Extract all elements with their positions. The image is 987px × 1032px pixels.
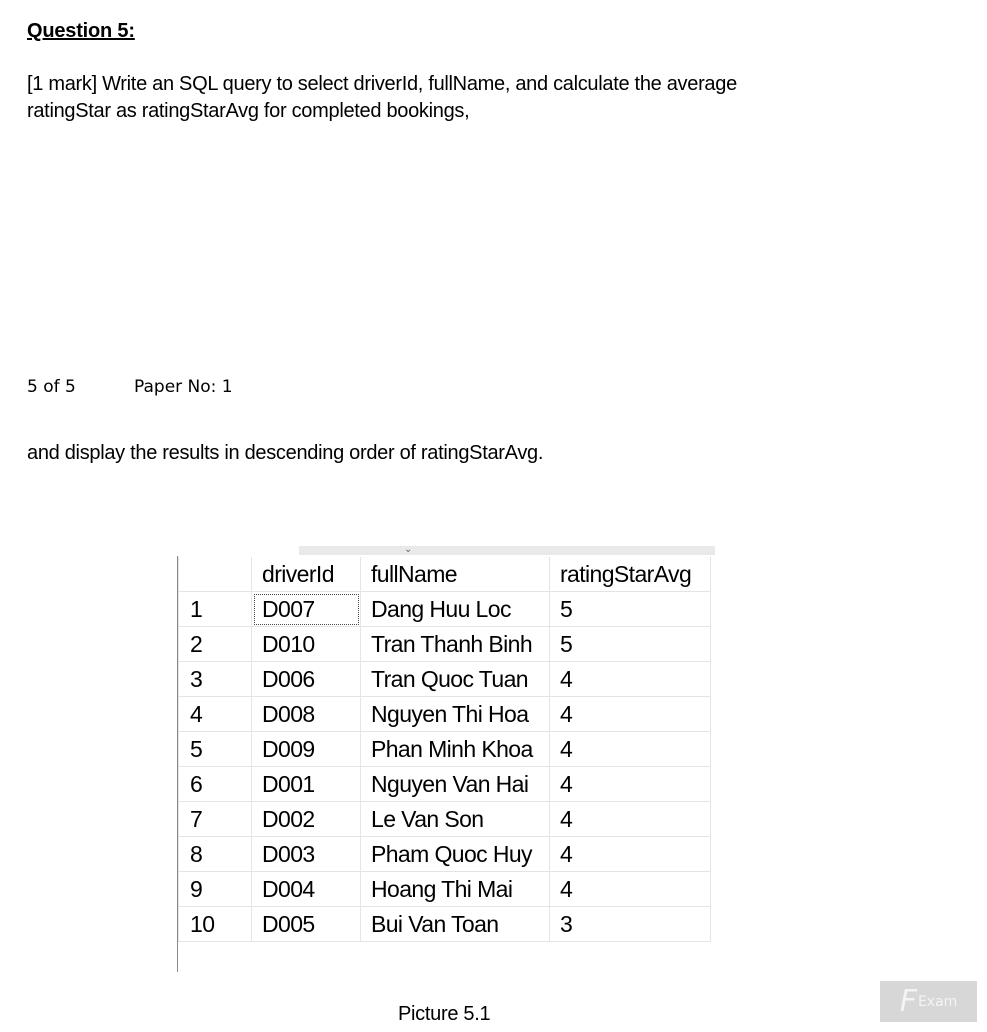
driverid-cell[interactable]: D009 — [252, 732, 361, 767]
question-title: Question 5: — [27, 20, 135, 42]
row-number-cell[interactable]: 10 — [179, 907, 252, 942]
watermark-text: Exam — [917, 993, 958, 1010]
figure-caption: Picture 5.1 — [398, 1003, 491, 1025]
table-row[interactable] — [179, 907, 711, 942]
column-header-driverid[interactable]: driverId — [252, 557, 361, 592]
ratingstaravg-cell[interactable]: 4 — [550, 767, 711, 802]
row-number-cell[interactable]: 6 — [179, 767, 252, 802]
fullname-cell[interactable]: Phan Minh Khoa — [361, 732, 550, 767]
page-number: 5 of 5 — [27, 377, 76, 397]
results-body — [179, 592, 711, 942]
grid-resize-handle-icon: ⌄ — [404, 544, 413, 555]
driverid-cell[interactable]: D006 — [252, 662, 361, 697]
results-header-row — [179, 557, 711, 592]
row-number-cell[interactable]: 2 — [179, 627, 252, 662]
fullname-cell[interactable]: Dang Huu Loc — [361, 592, 550, 627]
fullname-cell[interactable]: Le Van Son — [361, 802, 550, 837]
fullname-cell[interactable]: Hoang Thi Mai — [361, 872, 550, 907]
fullname-cell[interactable]: Pham Quoc Huy — [361, 837, 550, 872]
driverid-cell[interactable]: D004 — [252, 872, 361, 907]
ratingstaravg-cell[interactable]: 4 — [550, 662, 711, 697]
question-text-line-3: and display the results in descending order of ratingStarAvg. — [27, 442, 544, 464]
row-number-header — [179, 557, 252, 592]
driverid-cell[interactable]: D007 — [252, 592, 361, 627]
row-number-cell[interactable]: 8 — [179, 837, 252, 872]
ratingstaravg-cell[interactable]: 4 — [550, 732, 711, 767]
results-grid — [177, 546, 717, 974]
driverid-cell[interactable]: D010 — [252, 627, 361, 662]
table-row[interactable] — [179, 802, 711, 837]
ratingstaravg-cell[interactable]: 4 — [550, 802, 711, 837]
driverid-cell[interactable]: D005 — [252, 907, 361, 942]
grid-scroll-strip — [299, 546, 715, 555]
fullname-cell[interactable]: Nguyen Van Hai — [361, 767, 550, 802]
fullname-cell[interactable]: Bui Van Toan — [361, 907, 550, 942]
fullname-cell[interactable]: Nguyen Thi Hoa — [361, 697, 550, 732]
row-number-cell[interactable]: 9 — [179, 872, 252, 907]
column-header-fullname[interactable]: fullName — [361, 557, 550, 592]
table-row[interactable] — [179, 697, 711, 732]
table-row[interactable] — [179, 592, 711, 627]
paper-number: Paper No: 1 — [134, 377, 233, 397]
driverid-cell[interactable]: D008 — [252, 697, 361, 732]
ratingstaravg-cell[interactable]: 5 — [550, 627, 711, 662]
table-row[interactable] — [179, 662, 711, 697]
driverid-cell[interactable]: D002 — [252, 802, 361, 837]
row-number-cell[interactable]: 5 — [179, 732, 252, 767]
ratingstaravg-cell[interactable]: 4 — [550, 872, 711, 907]
row-number-cell[interactable]: 1 — [179, 592, 252, 627]
table-row[interactable] — [179, 732, 711, 767]
row-number-cell[interactable]: 4 — [179, 697, 252, 732]
watermark-logo — [880, 981, 977, 1022]
ratingstaravg-cell[interactable]: 3 — [550, 907, 711, 942]
driverid-cell[interactable]: D001 — [252, 767, 361, 802]
watermark-mark: F — [899, 984, 917, 1019]
question-text-line-2: ratingStar as ratingStarAvg for completed bookings, — [27, 100, 470, 122]
fullname-cell[interactable]: Tran Quoc Tuan — [361, 662, 550, 697]
table-row[interactable] — [179, 767, 711, 802]
ratingstaravg-cell[interactable]: 4 — [550, 837, 711, 872]
ratingstaravg-cell[interactable]: 4 — [550, 697, 711, 732]
question-text-line-1: [1 mark] Write an SQL query to select driverId, fullName, and calculate the average — [27, 73, 737, 95]
column-header-ratingstaravg[interactable]: ratingStarAvg — [550, 557, 711, 592]
table-row[interactable] — [179, 627, 711, 662]
driverid-cell[interactable]: D003 — [252, 837, 361, 872]
ratingstaravg-cell[interactable]: 5 — [550, 592, 711, 627]
row-number-cell[interactable]: 3 — [179, 662, 252, 697]
table-row[interactable] — [179, 837, 711, 872]
fullname-cell[interactable]: Tran Thanh Binh — [361, 627, 550, 662]
results-table — [178, 557, 711, 942]
table-row[interactable] — [179, 872, 711, 907]
row-number-cell[interactable]: 7 — [179, 802, 252, 837]
